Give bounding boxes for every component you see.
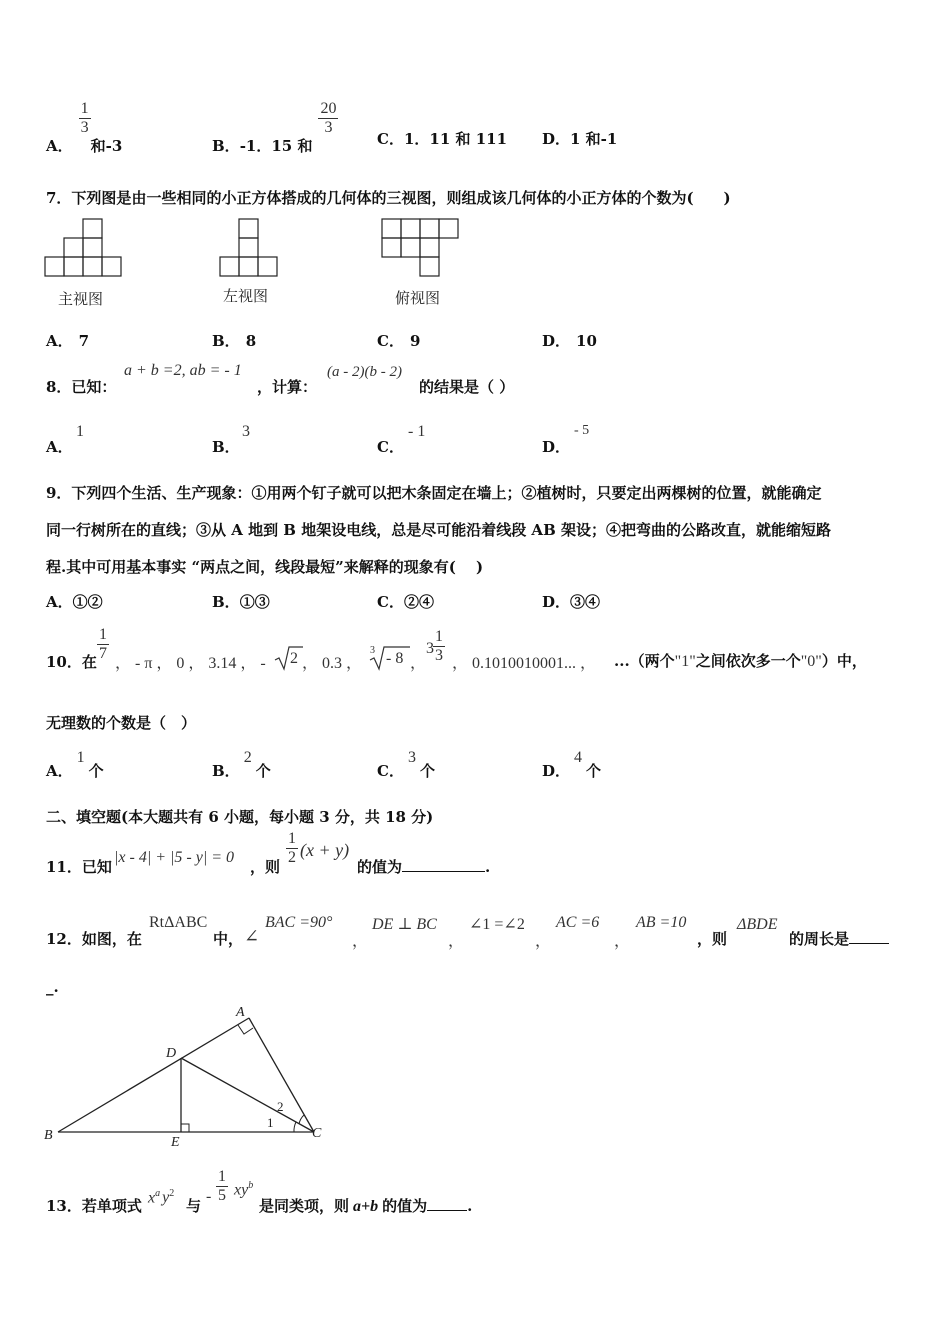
top-view-caption: 俯视图 (395, 289, 441, 307)
q11-suffix: 的值为 . (357, 858, 491, 876)
q6-b-numerator: 20 (320, 100, 337, 117)
top-view-figure (382, 219, 458, 276)
q12-bde: ΔBDE (737, 916, 778, 933)
q12-prefix: 12．如图，在 (46, 930, 142, 948)
q6-option-b: B．-1．15 和 $\frac{20}{3}$ (212, 100, 337, 155)
label-e: E (171, 1135, 180, 1150)
label-b: B (44, 1128, 53, 1143)
front-view-figure (45, 219, 121, 276)
q8-option-b: B． (212, 438, 240, 456)
q10-note: ...（两个"1"之间依次多一个"0"）中， (614, 652, 867, 670)
q10-sqrt-arg: 2 (290, 650, 298, 667)
q13-fraction-one-fifth: $\frac{1}{5}$ (218, 1168, 226, 1204)
label-a: A (236, 1005, 245, 1020)
q8-expression: (a - 2)(b - 2) (327, 364, 402, 380)
q9-line-3: 程.其中可用基本事实 “两点之间，线段最短”来解释的现象有( ) (46, 558, 484, 576)
q12-angle-symbol: ∠ (244, 926, 260, 946)
q10-list-b: ， 0.3 ， (302, 655, 363, 672)
q12-ab: AB =10 (636, 914, 687, 931)
q9-line-1: 9．下列四个生活、生产现象：①用两个钉子就可以把木条固定在墙上；②植树时，只要定出两棵树的位置，就能确定 (46, 484, 822, 502)
q12-bac: BAC =90° (265, 914, 333, 931)
q7-option-d: D． 10 (542, 332, 597, 350)
q12-comma-3: ， (535, 933, 552, 950)
q10-option-d: D．4个 (542, 749, 602, 780)
front-view-caption: 主视图 (58, 290, 104, 308)
angle-arcs (294, 1115, 304, 1132)
q11-expression: (x + y) (300, 840, 350, 860)
q10-list-a: ， - π ， 0 ， 3.14 ， - (115, 655, 266, 672)
q12-comma-1: ， (352, 933, 369, 950)
label-angle-2: 2 (277, 1099, 284, 1114)
q6-option-c: C．1．11 和 111 (377, 130, 508, 148)
q10-fraction-one-seventh: $\frac{1}{7}$ (99, 626, 107, 662)
q9-option-c: C．②④ (377, 593, 434, 611)
q11-mid: ，则 (250, 858, 281, 876)
q12-comma-2: ， (448, 933, 465, 950)
q8-option-a: A． (46, 438, 73, 456)
q13-prefix: 13．若单项式 (46, 1197, 142, 1215)
q12-de-perp-bc: DE ⊥ BC (372, 916, 437, 933)
q8-option-a-value: 1 (76, 423, 84, 440)
q7-option-a: A． 7 (46, 332, 90, 350)
q12-suffix: 的周长是 (789, 928, 889, 949)
q12-angles-equal: ∠1 =∠2 (469, 916, 525, 933)
q6-a-denominator: 3 (80, 119, 89, 136)
q6-b-denominator: 3 (324, 119, 333, 136)
q10-prefix: 10．在 (46, 653, 97, 671)
q10-cbrt-arg: - 8 (386, 650, 404, 667)
label-c: C (312, 1126, 322, 1141)
q13-monomial-2: $xy^b$ (234, 1180, 254, 1199)
q8-option-b-value: 3 (242, 423, 250, 440)
label-d: D (166, 1046, 177, 1061)
left-view-caption: 左视图 (223, 287, 269, 305)
q11-prefix: 11．已知 (46, 858, 112, 876)
q6-option-d: D．1 和-1 (542, 130, 618, 148)
q13-monomial-1: $x^a$ $y^2$ (148, 1188, 175, 1207)
q13-negative-sign: - (206, 1188, 212, 1205)
q8-condition: a + b =2, ab = - 1 (124, 362, 242, 379)
q7-option-b: B． 8 (212, 332, 257, 350)
q10-option-c: C．3个 (377, 749, 435, 780)
q11-condition: |x - 4| + |5 - y| = 0 (114, 849, 235, 866)
q9-option-d: D．③④ (542, 593, 601, 611)
q10-option-b: B．2个 (212, 749, 271, 780)
section-2-heading: 二、填空题(本大题共有 6 小题，每小题 3 分，共 18 分) (46, 808, 434, 826)
q10-comma-c: ， (410, 655, 427, 672)
q9-option-a: A．①② (46, 593, 103, 611)
q11-fraction-half: $\frac{1}{2}$ (288, 830, 296, 866)
q8-prefix: 8．已知： (46, 378, 117, 396)
q12-comma-4: ， (614, 933, 631, 950)
q12-ac: AC =6 (556, 914, 600, 931)
q6-a-numerator: 1 (80, 100, 89, 117)
q10-mixed-fraction: $\frac{1}{3}$ (435, 628, 443, 664)
q12-triangle-figure (40, 1000, 340, 1150)
left-view-figure (220, 219, 277, 276)
q13-with: 与 (186, 1197, 202, 1215)
q8-option-c: C． (377, 438, 404, 456)
q9-option-b: B．①③ (212, 593, 270, 611)
q12-t1: 中， (213, 930, 244, 948)
q8-suffix: 的结果是（ ） (419, 378, 515, 396)
triangle-lines (58, 1018, 314, 1132)
q10-option-a: A．1个 (46, 749, 104, 780)
q12-continuation: _. (46, 978, 59, 996)
q9-line-2: 同一行树所在的直线；③从 A 地到 B 地架设电线，总是尽可能沿着线段 AB 架设；④把弯曲的公路改直，就能缩短路 (46, 521, 831, 539)
q8-option-c-value: - 1 (408, 423, 426, 440)
q7-option-c: C． 9 (377, 332, 421, 350)
q12-triangle: RtΔABC (149, 914, 208, 931)
q10-cbrt-index: 3 (370, 645, 375, 656)
q7-stem: 7．下列图是由一些相同的小正方体搭成的几何体的三视图，则组成该几何体的小正方体的个数为( ) (46, 189, 731, 207)
q8-mid: ，计算： (257, 378, 318, 396)
q8-option-d: D． (542, 438, 571, 456)
label-angle-1: 1 (267, 1115, 274, 1130)
q10-mixed-whole: 3 (426, 640, 434, 657)
q10-line-2: 无理数的个数是（ ） (46, 714, 197, 732)
q10-list-c: ， 0.1010010001... ， (452, 655, 597, 672)
q12-then: ，则 (697, 930, 728, 948)
q13-suffix: 是同类项，则 a+b 的值为 . (259, 1197, 473, 1215)
q8-option-d-value: - 5 (574, 423, 590, 438)
sqrt-symbol (274, 645, 304, 671)
q6-option-a: A． $\frac{1}{3}$ 和-3 (46, 100, 123, 155)
